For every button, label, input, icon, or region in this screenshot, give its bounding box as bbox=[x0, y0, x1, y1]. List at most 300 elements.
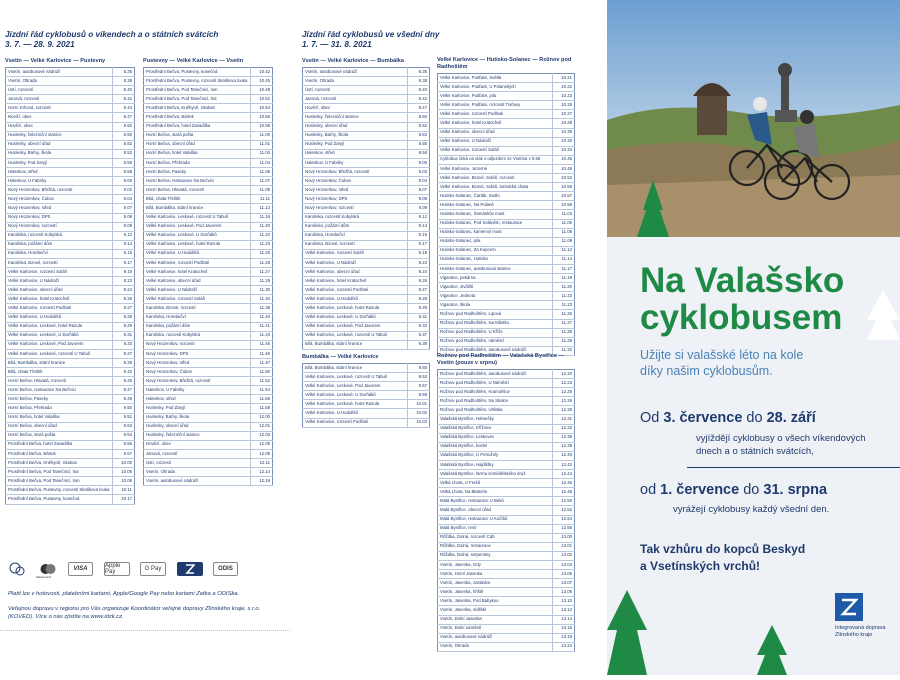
stop-name: Valašská Bystřice, U Petružely bbox=[438, 451, 553, 460]
stop-name: Horní Bečva, restaurace Na Bečvici bbox=[6, 386, 113, 395]
departure-time: 9.02 bbox=[113, 186, 135, 195]
table-row bbox=[303, 340, 430, 349]
stop-name: Velké Karlovice, rozcestí Soláň bbox=[144, 295, 251, 304]
departure-time: 9.23 bbox=[113, 277, 135, 286]
table-row bbox=[303, 231, 430, 240]
departure-time: 11.22 bbox=[553, 292, 575, 301]
route-title: Pustevny — Velké Karlovice — Vsetín bbox=[143, 58, 244, 64]
departure-time: 9.39 bbox=[408, 340, 430, 349]
stop-name: Nový Hrozenkov, střed bbox=[6, 204, 113, 213]
table-row bbox=[144, 340, 273, 349]
departure-time: 9.09 bbox=[113, 222, 135, 231]
stop-name: Vigantice, Jednota bbox=[438, 292, 553, 301]
departure-time: 9.00 bbox=[113, 177, 135, 186]
departure-time: 11.09 bbox=[553, 237, 575, 246]
table-row bbox=[438, 370, 575, 379]
stop-name: Velké Karlovice, Podťaté, pila bbox=[438, 92, 553, 101]
table-row bbox=[6, 195, 135, 204]
departure-time: 10.05 bbox=[113, 468, 135, 477]
stop-name: Velké Karlovice, U Nádraží bbox=[438, 137, 553, 146]
stop-name: Valašská Bystřice, Křížnice bbox=[438, 424, 553, 433]
departure-time: 10.45 bbox=[251, 77, 273, 86]
stop-name: Velké Karlovice, rozcestí Podťaté bbox=[303, 418, 408, 427]
departure-time: 10.22 bbox=[553, 83, 575, 92]
departure-time: 11.09 bbox=[251, 186, 273, 195]
table-row bbox=[303, 400, 430, 409]
departure-time: 9.27 bbox=[113, 304, 135, 313]
departure-time: 11.23 bbox=[251, 240, 273, 249]
departure-time: 9.07 bbox=[113, 204, 135, 213]
weekday-heading: Jízdní řád cyklobusů ve všední dny bbox=[302, 30, 440, 39]
table-row bbox=[6, 258, 135, 267]
table-row bbox=[303, 177, 430, 186]
table-row bbox=[6, 177, 135, 186]
table-row bbox=[438, 128, 575, 137]
departure-time: 11.38 bbox=[251, 304, 273, 313]
stop-name: Huslenky, Pod Zaryjí bbox=[6, 158, 113, 167]
stop-name: Vsetín, Ohrada bbox=[438, 642, 553, 651]
table-row bbox=[303, 418, 430, 427]
stop-name: Rožnov pod Radhoštěm, U Náměstí bbox=[438, 379, 553, 388]
timetable bbox=[302, 363, 430, 428]
table-row bbox=[144, 186, 273, 195]
stop-name: Velké Karlovice, U Hodulíků bbox=[6, 313, 113, 322]
departure-time: 9.26 bbox=[113, 295, 135, 304]
table-row bbox=[438, 488, 575, 497]
table-row bbox=[438, 406, 575, 415]
table-row bbox=[438, 397, 575, 406]
promo-title: Na Valašsko cyklobusem bbox=[640, 261, 845, 337]
departure-time: 10.23 bbox=[553, 92, 575, 101]
departure-time: 13.00 bbox=[553, 533, 575, 542]
green-tree-icon bbox=[757, 625, 787, 680]
stop-name: Hutisko-Solanec, Šamánkův most bbox=[438, 210, 553, 219]
stop-name: Vsetín, Horní Jasenka bbox=[438, 570, 553, 579]
table-row bbox=[6, 113, 135, 122]
departure-time: 12.52 bbox=[553, 506, 575, 515]
departure-time: 13.19 bbox=[553, 633, 575, 642]
table-row bbox=[6, 359, 135, 368]
table-row bbox=[438, 533, 575, 542]
table-row bbox=[6, 86, 135, 95]
departure-time: 10.30 bbox=[553, 137, 575, 146]
table-row bbox=[303, 195, 430, 204]
stop-name: Velká Lhota, Na Błatném bbox=[438, 488, 553, 497]
stop-name: Hovězí, obec bbox=[303, 104, 408, 113]
departure-time: 9.24 bbox=[113, 286, 135, 295]
stop-name: Vsetín, autobusové nádraží bbox=[144, 477, 251, 486]
departure-time: 11.16 bbox=[251, 213, 273, 222]
table-row bbox=[6, 149, 135, 158]
departure-time: 9.28 bbox=[408, 295, 430, 304]
table-row bbox=[303, 382, 430, 391]
weekend-route2 bbox=[143, 55, 273, 486]
departure-time: 11.22 bbox=[251, 231, 273, 240]
departure-time: 12.54 bbox=[553, 515, 575, 524]
table-row bbox=[144, 422, 273, 431]
table-row bbox=[6, 277, 135, 286]
stop-name: Rožnov pod Radhoštěm, autobusové nádraží bbox=[438, 370, 553, 379]
table-row bbox=[6, 468, 135, 477]
weekday-route4 bbox=[437, 350, 575, 652]
table-row bbox=[6, 77, 135, 86]
departure-time: 12.44 bbox=[553, 470, 575, 479]
stop-name: Nový Hrozenkov, Čubov bbox=[303, 177, 408, 186]
stop-name: Nový Hrozenkov, střed bbox=[144, 359, 251, 368]
route-title: Vsetín — Velké Karlovice — Pustevny bbox=[5, 58, 106, 64]
departure-time: 13.05 bbox=[553, 570, 575, 579]
table-row bbox=[438, 201, 575, 210]
departure-time: 9.08 bbox=[408, 195, 430, 204]
stop-name: Karolinka, rozcestí Kobylská bbox=[303, 213, 408, 222]
table-row bbox=[438, 642, 575, 651]
departure-time: 12.48 bbox=[553, 488, 575, 497]
table-row bbox=[438, 228, 575, 237]
table-row bbox=[144, 277, 273, 286]
table-row bbox=[6, 186, 135, 195]
table-row bbox=[438, 119, 575, 128]
stop-name: Rožnov pod Radhoštěm, Lipová bbox=[438, 310, 553, 319]
stop-name: Vsetín, Jasenka, Izdy bbox=[438, 560, 553, 569]
departure-time: 11.03 bbox=[251, 149, 273, 158]
table-row bbox=[144, 295, 273, 304]
departure-time: 9.33 bbox=[408, 322, 430, 331]
payment-note: Platit lze v hotovosti, platebními kartami, Apple/Google Pay nebo kartami Zetka a ODISka. bbox=[8, 591, 240, 597]
table-row bbox=[438, 588, 575, 597]
departure-time: 10.17 bbox=[113, 495, 135, 504]
stop-name: Velké Karlovice, hotel Kratochvíl bbox=[303, 277, 408, 286]
weekend-route1 bbox=[5, 55, 135, 505]
departure-time: 9.59 bbox=[408, 391, 430, 400]
departure-time: 13.14 bbox=[553, 615, 575, 624]
stop-name: Růždka, Dolná, rozcestí Cáb bbox=[438, 533, 553, 542]
table-row bbox=[303, 68, 430, 77]
departure-time: 8.38 bbox=[113, 77, 135, 86]
table-row bbox=[438, 597, 575, 606]
stop-name: Prostřední Bečva, Pod Tanečnicí, lom bbox=[144, 86, 251, 95]
table-row bbox=[438, 388, 575, 397]
stop-name: Ústí, rozcestí bbox=[144, 459, 251, 468]
zetka-card-icon bbox=[177, 562, 203, 576]
departure-time: 9.53 bbox=[408, 373, 430, 382]
table-row bbox=[144, 195, 273, 204]
departure-time: 9.37 bbox=[408, 331, 430, 340]
stop-name: Horní Bečva, stará pošta bbox=[144, 131, 251, 140]
stop-name: Velké Karlovice, U Nádraží bbox=[6, 277, 113, 286]
table-row bbox=[303, 258, 430, 267]
stop-name: Rožnov pod Radhoštěm, autobusové nádraží bbox=[438, 346, 553, 355]
table-row bbox=[303, 373, 430, 382]
table-row bbox=[6, 168, 135, 177]
promo-tagline: Tak vzhůru do kopců Beskyd a Vsetínských vrchů! bbox=[640, 542, 806, 573]
stop-name: Velké Karlovice, Podťaté, U Polanských bbox=[438, 83, 553, 92]
table-row bbox=[303, 158, 430, 167]
table-row bbox=[303, 77, 430, 86]
stop-name: Velké Karlovice, rozcestí Podťaté bbox=[303, 286, 408, 295]
departure-time: 9.33 bbox=[113, 340, 135, 349]
idzk-logo-icon bbox=[835, 593, 863, 621]
table-row bbox=[303, 131, 430, 140]
departure-time: 11.06 bbox=[251, 168, 273, 177]
stop-name: Velké Karlovice, U Hodulíků bbox=[144, 249, 251, 258]
table-row bbox=[6, 331, 135, 340]
departure-time: 12.28 bbox=[553, 406, 575, 415]
table-row bbox=[438, 542, 575, 551]
departure-time: 10.46 bbox=[553, 155, 575, 164]
table-row bbox=[6, 404, 135, 413]
table-row bbox=[144, 258, 273, 267]
table-row bbox=[6, 413, 135, 422]
odis-card-icon: ODIS bbox=[213, 562, 238, 576]
stop-name: Nový Hrozenkov, Čubov bbox=[6, 195, 113, 204]
table-row bbox=[303, 331, 430, 340]
table-row bbox=[303, 95, 430, 104]
departure-time: 10.52 bbox=[251, 95, 273, 104]
stop-name: Horní Bečva, Hlavatá, rozcestí bbox=[144, 186, 251, 195]
stop-name: Vsetín, autobusové nádraží bbox=[438, 633, 553, 642]
stop-name: Huslenky, obecní úřad bbox=[6, 140, 113, 149]
stop-name: Velké Karlovice, Leskové, rozcestí U Tabulí bbox=[6, 349, 113, 358]
table-row bbox=[303, 104, 430, 113]
stop-name: Halenkov, U Fabriky bbox=[303, 158, 408, 167]
departure-time: 11.04 bbox=[251, 158, 273, 167]
weekend-dates: 3. 7. — 28. 9. 2021 bbox=[5, 40, 75, 49]
stop-name: Velké Karlovice, Leskové, Pod Javorem bbox=[144, 222, 251, 231]
departure-time: 13.02 bbox=[553, 551, 575, 560]
departure-time: 9.17 bbox=[408, 240, 430, 249]
stop-name: Nový Hrozenkov, rozcestí bbox=[303, 204, 408, 213]
table-row bbox=[6, 440, 135, 449]
table-row bbox=[6, 313, 135, 322]
departure-time: 9.23 bbox=[408, 258, 430, 267]
route-title: Bumbálka — Velké Karlovice bbox=[302, 354, 379, 360]
departure-time: 9.45 bbox=[113, 377, 135, 386]
departure-time: 13.12 bbox=[553, 606, 575, 615]
stop-name: Nový Hrozenkov, Břežitá, rozcestí bbox=[6, 186, 113, 195]
table-row bbox=[438, 479, 575, 488]
timetable bbox=[143, 67, 273, 486]
stop-name: Prostřední Bečva, Pustevny, konečná bbox=[144, 68, 251, 77]
stop-name: Prostřední Bečva, Kněhyně, Skokan bbox=[144, 104, 251, 113]
table-row bbox=[144, 268, 273, 277]
departure-time: 12.33 bbox=[553, 424, 575, 433]
table-row bbox=[144, 86, 273, 95]
stop-name: Velké Karlovice, U Hodulíků bbox=[303, 295, 408, 304]
departure-time: 9.26 bbox=[408, 277, 430, 286]
table-row bbox=[144, 359, 273, 368]
stop-name: Horní Bečva, Přehrada bbox=[144, 158, 251, 167]
idzk-logo-text: Integrovaná doprava Zlínského kraje bbox=[835, 625, 886, 638]
stop-name: Huslenky, Pod Zaryjí bbox=[144, 404, 251, 413]
stop-name: Karolinka, požární dům bbox=[144, 322, 251, 331]
stop-name: Prostřední Bečva, Kněhyně, Skokan bbox=[6, 459, 113, 468]
table-row bbox=[6, 295, 135, 304]
departure-time: 13.15 bbox=[553, 624, 575, 633]
timetable bbox=[437, 369, 575, 652]
table-row bbox=[438, 283, 575, 292]
table-row bbox=[6, 349, 135, 358]
stop-name: Prostřední Bečva, Pod Tanečnicí, lom bbox=[6, 477, 113, 486]
stop-name: Bílá, Bumbálka, státní hranice bbox=[6, 359, 113, 368]
table-row bbox=[303, 268, 430, 277]
departure-time: 11.56 bbox=[251, 395, 273, 404]
stop-name: Valašská Bystřice, kostel bbox=[438, 442, 553, 451]
departure-time: 11.54 bbox=[251, 386, 273, 395]
departure-time: 9.51 bbox=[113, 413, 135, 422]
table-row bbox=[438, 110, 575, 119]
stop-name: Velké Karlovice, Leskové, U Dorňáků bbox=[303, 313, 408, 322]
table-row bbox=[438, 560, 575, 569]
table-row bbox=[438, 255, 575, 264]
stop-name: Prostřední Bečva, Pod Tanečnicí, hut bbox=[144, 95, 251, 104]
table-row bbox=[438, 415, 575, 424]
table-row bbox=[144, 122, 273, 131]
stop-name: Velké Karlovice, U Nádraží bbox=[144, 286, 251, 295]
departure-time: 9.15 bbox=[408, 231, 430, 240]
departure-time: 8.58 bbox=[408, 149, 430, 158]
white-tree-icon bbox=[867, 290, 900, 355]
departure-time: 9.50 bbox=[113, 404, 135, 413]
stop-name: Velké Karlovice, rozcestí Soláň bbox=[438, 146, 553, 155]
stop-name: Nový Hrozenkov, DPS bbox=[144, 349, 251, 358]
table-row bbox=[303, 122, 430, 131]
stop-name: Hutisko-Solanec, kamenný most bbox=[438, 228, 553, 237]
table-row bbox=[144, 213, 273, 222]
stop-name: Rožnov pod Radhoštěm, Na Skalce bbox=[438, 397, 553, 406]
departure-time: 11.27 bbox=[553, 319, 575, 328]
stop-name: Ústí, rozcestí bbox=[303, 86, 408, 95]
weekend-dates-promo: Od 3. července do 28. září bbox=[640, 410, 816, 426]
stop-name: Prostřední Bečva, Pustevny, konečná bbox=[6, 495, 113, 504]
departure-time: 8.52 bbox=[113, 140, 135, 149]
departure-time: 12.26 bbox=[553, 397, 575, 406]
table-row bbox=[438, 633, 575, 642]
table-row bbox=[6, 222, 135, 231]
stop-name: Malá Bystřice, revír bbox=[438, 524, 553, 533]
table-row bbox=[144, 177, 273, 186]
stop-name: Vsetín, Dolní Jasenka bbox=[438, 615, 553, 624]
departure-time: 12.46 bbox=[553, 479, 575, 488]
table-row bbox=[438, 155, 575, 164]
table-row bbox=[144, 313, 273, 322]
stop-name: Vigantice, škola bbox=[438, 301, 553, 310]
departure-time: 11.45 bbox=[251, 340, 273, 349]
weekday-section bbox=[302, 30, 582, 50]
departure-time: 11.01 bbox=[251, 140, 273, 149]
departure-time: 11.47 bbox=[251, 359, 273, 368]
departure-time: 10.28 bbox=[553, 119, 575, 128]
stop-name: Karolinka, rozcestí Kobylská bbox=[144, 331, 251, 340]
stop-name: Karolinka, Horebečví bbox=[144, 313, 251, 322]
stop-name: Bílá, Bumbálka, státní hranice bbox=[144, 204, 251, 213]
stop-name: Vsetín, Ohrada bbox=[303, 77, 408, 86]
stop-name: Rožnov pod Radhoštěm, Na Můstku bbox=[438, 319, 553, 328]
departure-time: 11.41 bbox=[251, 322, 273, 331]
stop-name: Karolinka, Horebečví bbox=[303, 231, 408, 240]
stop-name: Hovězí, obec bbox=[144, 440, 251, 449]
table-row bbox=[144, 304, 273, 313]
departure-time: 10.54 bbox=[251, 104, 273, 113]
departure-time: 11.19 bbox=[553, 274, 575, 283]
stop-name: Velké Karlovice, hotel Kratochvíl bbox=[438, 119, 553, 128]
table-row bbox=[438, 319, 575, 328]
departure-time: 8.35 bbox=[408, 68, 430, 77]
table-row bbox=[6, 340, 135, 349]
weekend-section bbox=[5, 30, 277, 50]
departure-time: 13.10 bbox=[553, 597, 575, 606]
departure-time: 13.24 bbox=[553, 642, 575, 651]
stop-name: Rožnov pod Radhoštěm, Uhliska bbox=[438, 406, 553, 415]
departure-time: 9.50 bbox=[408, 364, 430, 373]
departure-time: 10.58 bbox=[251, 122, 273, 131]
departure-time: 8.40 bbox=[408, 86, 430, 95]
table-row bbox=[6, 304, 135, 313]
stop-name: Karolinka, Bzové, rozcestí bbox=[144, 304, 251, 313]
departure-time: 11.58 bbox=[251, 404, 273, 413]
departure-time: 11.03 bbox=[553, 210, 575, 219]
stop-name: Malá Bystřice, restaurace U Kočíbů bbox=[438, 515, 553, 524]
table-row bbox=[438, 310, 575, 319]
departure-time: 11.20 bbox=[553, 283, 575, 292]
departure-time: 11.29 bbox=[251, 277, 273, 286]
departure-time: 10.01 bbox=[408, 400, 430, 409]
departure-time: 12.03 bbox=[251, 431, 273, 440]
departure-time: 11.12 bbox=[553, 246, 575, 255]
departure-time: 8.50 bbox=[113, 131, 135, 140]
stop-name: Bílá, Bumbálka, státní hranice bbox=[303, 364, 408, 373]
table-row bbox=[144, 286, 273, 295]
stop-name: Velké Karlovice, Jezerné bbox=[438, 164, 553, 173]
table-row bbox=[6, 422, 135, 431]
table-row bbox=[303, 204, 430, 213]
departure-time: 11.23 bbox=[553, 301, 575, 310]
table-row bbox=[144, 413, 273, 422]
departure-time: 9.57 bbox=[408, 382, 430, 391]
table-row bbox=[144, 322, 273, 331]
departure-time: 9.04 bbox=[113, 195, 135, 204]
cash-icon bbox=[8, 562, 28, 576]
table-row bbox=[144, 477, 273, 486]
table-row bbox=[6, 431, 135, 440]
divider bbox=[0, 630, 290, 631]
stop-name: Prostřední Bečva, Pustevny, rozcestí Skalíkova louka bbox=[144, 77, 251, 86]
departure-time: 11.32 bbox=[553, 346, 575, 355]
table-row bbox=[438, 274, 575, 283]
stop-name: Vsetín, Jasenka, hřiště bbox=[438, 588, 553, 597]
departure-time: 11.50 bbox=[251, 368, 273, 377]
departure-time: 10.42 bbox=[251, 68, 273, 77]
table-row bbox=[438, 246, 575, 255]
departure-time: 12.05 bbox=[251, 440, 273, 449]
stop-name: Velké Karlovice, obecní úřad bbox=[6, 286, 113, 295]
table-row bbox=[438, 174, 575, 183]
table-row bbox=[6, 140, 135, 149]
departure-time: 10.49 bbox=[251, 86, 273, 95]
stop-name: Hovězí, obec bbox=[6, 122, 113, 131]
departure-time: 11.25 bbox=[553, 310, 575, 319]
stop-name: Huslenky, železniční stanice bbox=[6, 131, 113, 140]
table-row bbox=[438, 164, 575, 173]
table-row bbox=[303, 304, 430, 313]
stop-name: Vsetín, Ohrada bbox=[144, 468, 251, 477]
table-row bbox=[438, 424, 575, 433]
table-row bbox=[438, 433, 575, 442]
stop-name: Valašská Bystřice, Hámečky bbox=[438, 415, 553, 424]
table-row bbox=[303, 409, 430, 418]
stop-name: Huslenky, Pod Zaryjí bbox=[303, 140, 408, 149]
stop-name: Nový Hrozenkov, Břežitá, rozcestí bbox=[144, 377, 251, 386]
departure-time: 9.31 bbox=[408, 313, 430, 322]
